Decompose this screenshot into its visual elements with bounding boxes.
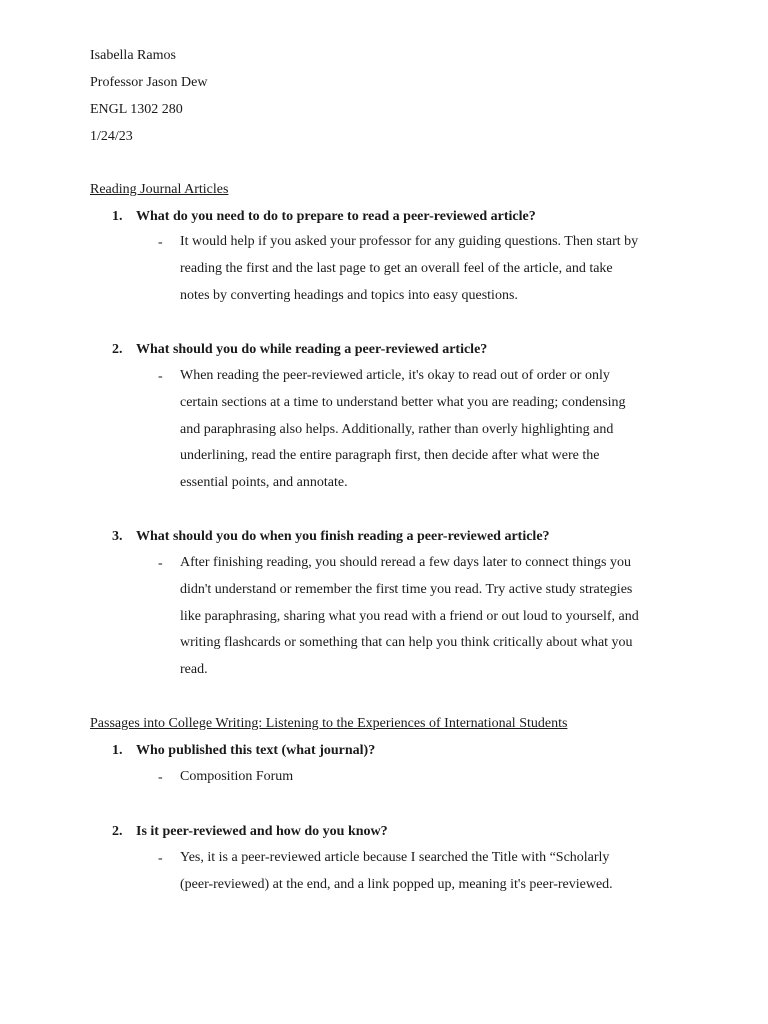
question-number: 1. <box>112 209 123 224</box>
answer-line: essential points, and annotate. <box>180 475 348 491</box>
answer-line: When reading the peer-reviewed article, it's okay to read out of order or only <box>180 368 610 383</box>
bullet-dash: - <box>158 851 163 866</box>
question-2 <box>112 340 487 360</box>
question-1 <box>112 207 536 227</box>
bullet-dash: - <box>158 770 163 785</box>
answer-line: certain sections at a time to understand better what you are reading; condensing <box>180 394 626 410</box>
bullet-dash: - <box>158 235 163 250</box>
question-2 <box>112 822 388 842</box>
professor-name: Professor Jason Dew <box>90 75 208 90</box>
question-text: Who published this text (what journal)? <box>136 743 376 758</box>
answer-2 <box>180 845 680 899</box>
answer-line: didn't understand or remember the first time you read. Try active study strategies <box>180 581 633 597</box>
answer-1 <box>180 764 680 791</box>
course-code: ENGL 1302 280 <box>90 102 183 117</box>
question-number: 2. <box>112 824 123 839</box>
answer-line: writing flashcards or something that can help you think critically about what you <box>180 635 633 651</box>
answer-line: (peer-reviewed) at the end, and a link popped up, meaning it's peer-reviewed. <box>180 876 613 892</box>
question-text: What should you do when you finish reading a peer-reviewed article? <box>136 529 550 544</box>
answer-line: It would help if you asked your professor for any guiding questions. Then start by <box>180 234 639 249</box>
answer-line: reading the first and the last page to get an overall feel of the article, and take <box>180 260 613 276</box>
question-3 <box>112 527 550 547</box>
answer-3 <box>180 550 680 684</box>
question-number: 3. <box>112 529 123 544</box>
answer-line: Yes, it is a peer-reviewed article because I searched the Title with “Scholarly <box>180 850 610 865</box>
answer-line: and paraphrasing also helps. Additionally, rather than overly highlighting and <box>180 421 614 437</box>
answer-2 <box>180 363 680 497</box>
answer-line: Composition Forum <box>180 769 294 784</box>
question-number: 2. <box>112 342 123 357</box>
section-title-reading-journal-articles: Reading Journal Articles <box>90 182 229 197</box>
document-date: 1/24/23 <box>90 129 133 144</box>
question-text: What do you need to do to prepare to read a peer-reviewed article? <box>136 209 536 224</box>
question-number: 1. <box>112 743 123 758</box>
answer-line: read. <box>180 662 208 678</box>
question-text: Is it peer-reviewed and how do you know? <box>136 824 388 839</box>
answer-1 <box>180 229 680 309</box>
bullet-dash: - <box>158 556 163 571</box>
question-text: What should you do while reading a peer-reviewed article? <box>136 342 488 357</box>
bullet-dash: - <box>158 369 163 384</box>
student-name: Isabella Ramos <box>90 48 176 63</box>
answer-line: underlining, read the entire paragraph first, then decide after what were the <box>180 448 600 464</box>
answer-line: notes by converting headings and topics into easy questions. <box>180 287 518 303</box>
question-1 <box>112 741 375 761</box>
section-title-passages-into-college-writing: Passages into College Writing: Listening to the Experiences of International Students <box>90 716 568 731</box>
answer-line: like paraphrasing, sharing what you read with a friend or out loud to yourself, and <box>180 608 639 624</box>
answer-line: After finishing reading, you should reread a few days later to connect things you <box>180 555 631 570</box>
